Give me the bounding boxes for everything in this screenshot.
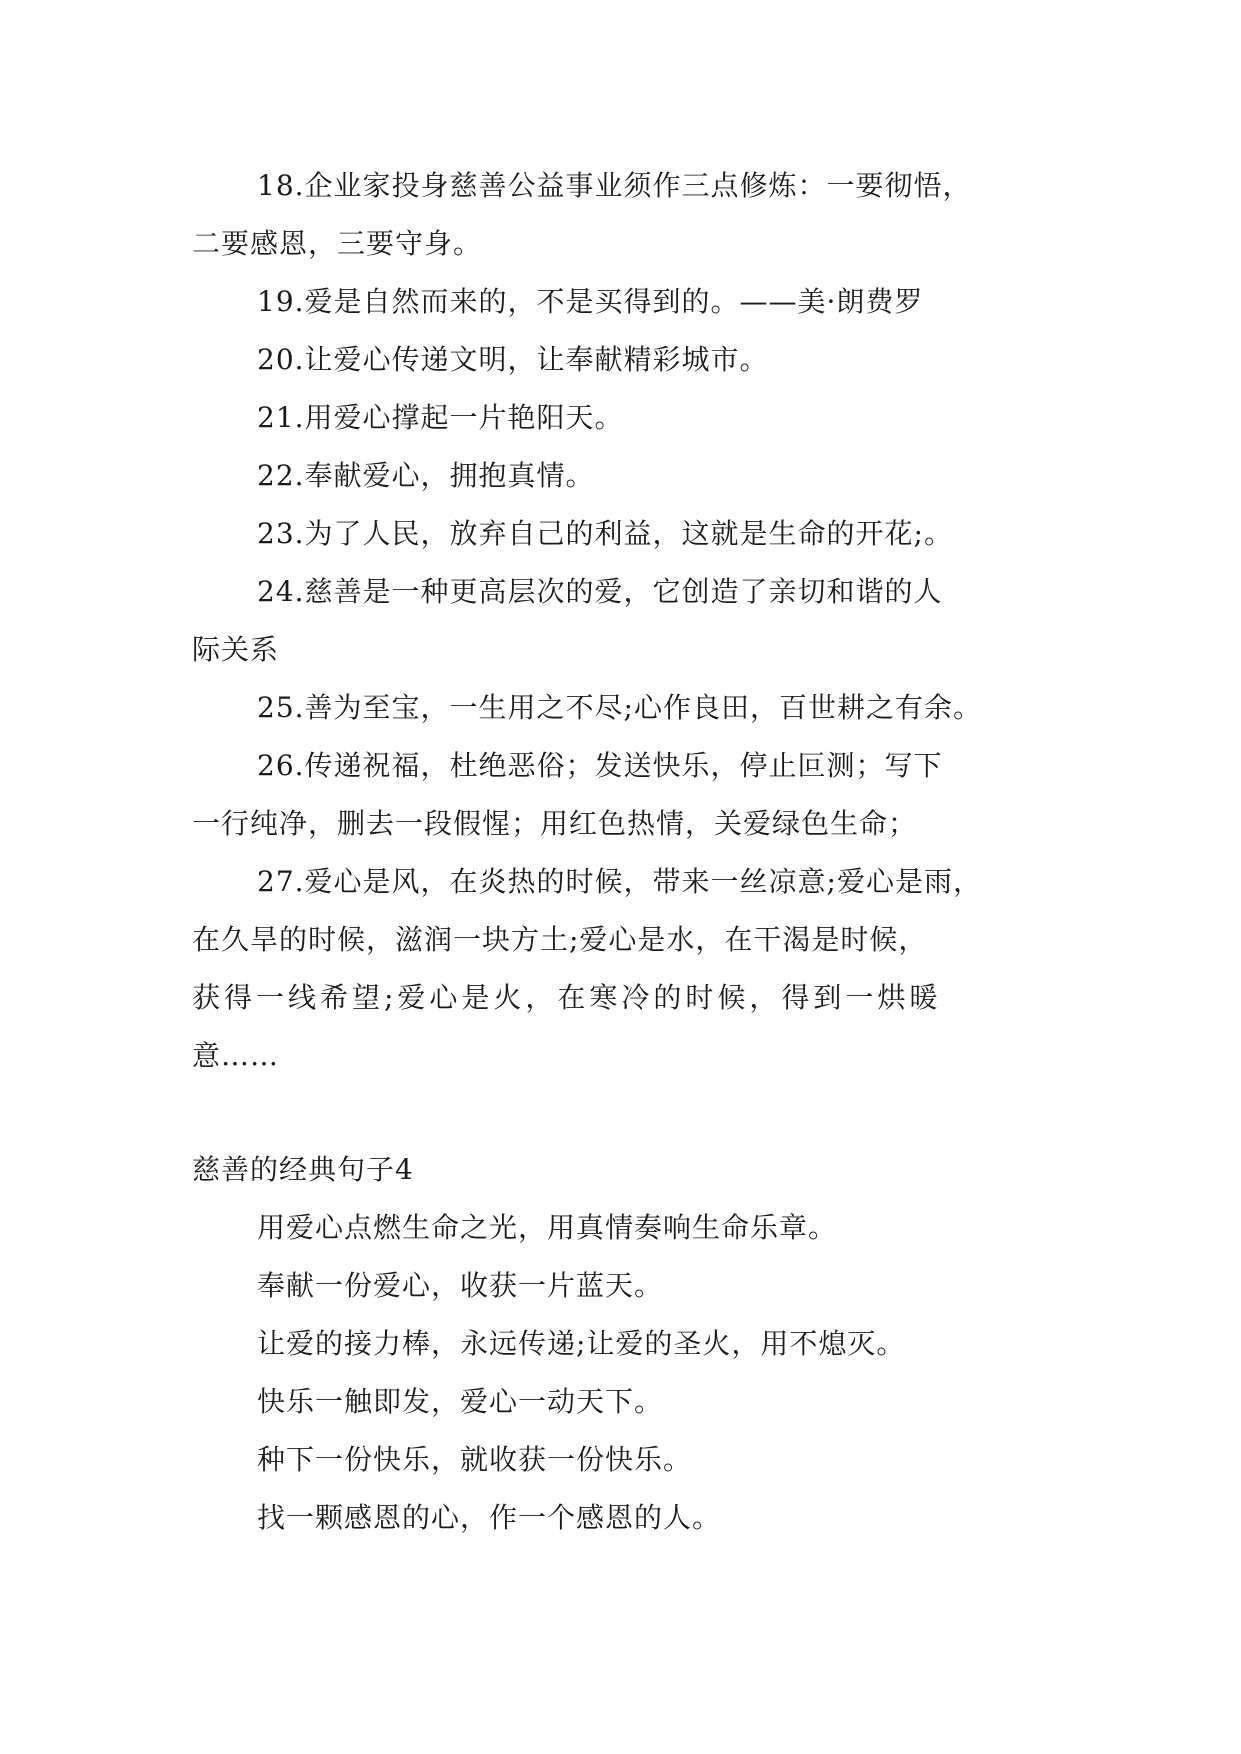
quote-19: 19.爱是自然而来的，不是买得到的。——美·朗费罗 [257,285,924,318]
quote-23: 23.为了人民，放弃自己的利益，这就是生命的开花;。 [257,517,953,550]
quote-21: 21.用爱心撑起一片艳阳天。 [257,401,624,434]
quote-18-line-1: 18.企业家投身慈善公益事业须作三点修炼：一要彻悟， [257,169,972,202]
quote-18-line-2: 二要感恩，三要守身。 [192,227,483,260]
quote-27-line-2: 在久旱的时候，滋润一块方土;爱心是水，在干渴是时候， [192,923,928,956]
quote-22: 22.奉献爱心，拥抱真情。 [257,459,595,492]
quote-25: 25.善为至宝，一生用之不尽;心作良田，百世耕之有余。 [257,691,982,724]
section-quote-1: 用爱心点燃生命之光，用真情奏响生命乐章。 [257,1211,838,1244]
section-quote-6: 找一颗感恩的心，作一个感恩的人。 [257,1501,722,1534]
section-heading: 慈善的经典句子4 [192,1153,414,1186]
quote-27-line-4: 意…… [192,1039,280,1072]
section-quote-3: 让爱的接力棒，永远传递;让爱的圣火，用不熄灭。 [257,1327,906,1360]
quote-27-line-1: 27.爱心是风，在炎热的时候，带来一丝凉意;爱心是雨， [257,865,982,898]
quote-27-line-3: 获得一线希望;爱心是火，在寒冷的时候，得到一烘暖 [192,981,942,1014]
quote-24-line-1: 24.慈善是一种更高层次的爱，它创造了亲切和谐的人 [257,575,943,608]
quote-20: 20.让爱心传递文明，让奉献精彩城市。 [257,343,769,376]
section-quote-2: 奉献一份爱心，收获一片蓝天。 [257,1269,664,1302]
section-quote-5: 种下一份快乐，就收获一份快乐。 [257,1443,693,1476]
section-quote-4: 快乐一触即发，爱心一动天下。 [257,1385,664,1418]
quote-26-line-2: 一行纯净，删去一段假惺；用红色热情，关爱绿色生命； [192,807,918,840]
quote-24-line-2: 际关系 [192,633,280,666]
quote-26-line-1: 26.传递祝福，杜绝恶俗；发送快乐，停止叵测；写下 [257,749,943,782]
